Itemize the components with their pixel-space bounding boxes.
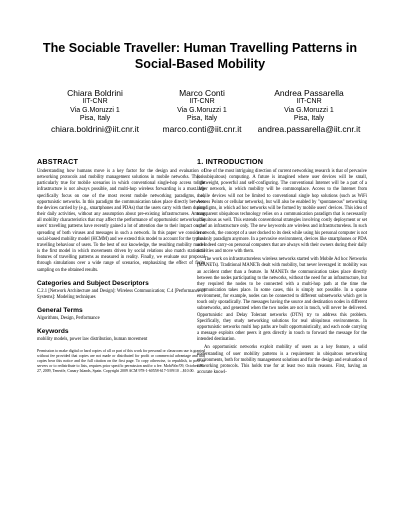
- general-terms-heading: General Terms: [37, 306, 83, 314]
- author-1: [42, 88, 148, 134]
- author-block: [42, 88, 362, 134]
- author-name: Andrea Passarella: [274, 88, 344, 98]
- general-terms-text: Algorithms, Design, Performance: [37, 315, 100, 321]
- author-affiliation: IIT-CNR: [296, 98, 322, 105]
- copyright-footnote: Permission to make digital or hard copies of all or part of this work for personal or classroom use is granted without fee provided that copies are not made or distributed for profit or commercial advantage and that copies bear this notice and the full citation on the first page. To copy otherwise, to republish, to post on servers or to redistribute to lists, requires prior specific permission and/or a fee. MobiWac'09, October 26–27, 2009, Tenerife, Canary Islands, Spain. Copyright 2009 ACM 978-1-60558-617-5/09/10 ...$10.00.: [37, 349, 205, 374]
- left-column: [37, 157, 205, 374]
- author-address: Via G.Moruzzi 1: [177, 106, 227, 114]
- intro-paragraph-2: The work on infrastructureless wireless networks started with Mobile Ad hoc Networks (MANETs). Traditional MANETs dealt with mobility, but never leveraged it: mobility was an accident rather than a feature. In MANETs the communication takes place directly between the nodes participating to the networks, without the need for an infrastructure, but they required the nodes to be connected with a multi-hop path at the time the communication takes place. In some cases, this is simply not possible. In a sparse environment, for example, nodes can be connected to different subnetworks which get in touch only sporadically. The messages having the source and destination nodes in different subnetworks, and generated when the two nodes are not in touch, will never be delivered. Opportunistic and Delay Tolerant networks (DTN) try to address this problem. Specifically, they study networking solutions for real ubiquitous environments. In opportunistic networks multi hop paths are built opportunistically, and each node carrying a message exploits other peers it gets directly in touch to forward the message for the intended destination.: [197, 257, 367, 343]
- author-name: Chiara Boldrini: [67, 88, 123, 98]
- abstract-text: Understanding how humans move is a key factor for the design and evaluation of networking protocols and mobility management solutions in mobile networks. This is particularly true for mobile scenarios in which conventional single-hop access to the infrastructure is not always possible, and multi-hop wireless forwarding is a must. We specifically focus on one of the most recent mobile networking paradigms, i.e., opportunistic networks. In this paradigm the communication takes place directly between the devices carried by (e.g., smartphones and PDAs) that the users carry with them during their daily activities, without any assumption about pre-existing infrastructures. Among all mobility characteristics that may affect the performance of opportunistic networks, the users' travelling patterns have recently gained a lot of attention due to their impact on the spreading of both viruses and messages in such a network. In this paper we consider a social-based mobility model (HCMM) and we extend this model to account for the typical travelling behaviour of users. To the best of our knowledge, the resulting mobility model is the first model in which movements driven by social relations also match statistical features of travelling patterns as measured in reality. Finally, we evaluate our proposal through simulations over a wide range of scenarios, emphasizing the effect of finite sampling on the obtained results.: [37, 169, 205, 273]
- abstract-heading: ABSTRACT: [37, 157, 79, 166]
- author-affiliation: IIT-CNR: [189, 98, 215, 105]
- keywords-heading: Keywords: [37, 328, 69, 336]
- right-column: [197, 157, 367, 378]
- author-email: andrea.passarella@iit.cnr.it: [257, 123, 361, 134]
- intro-paragraph-1: One of the most intriguing direction of current networking research is that of pervasive (or ubiquitous) computing. A future is imagined where user devices will be small, lightweight, powerful and self-configuring. The conventional Internet will be a part of a larger network, in which mobility will be commonplace. Access to the Internet from mobile devices will not be limited to conventional single hop solutions (such as WiFi Access Points or cellular networks), but will also be enabled by "spontaneous" networking paradigms, in which ad hoc networks will be formed by mobile users' devices. This idea of transparent ubiquitous technology relies on a communication paradigm that is necessarily ubiquitous as well. This extends conventional strategies involving costly deployment or set up of an infrastructure only. The new keywords are wireless and infrastructureless. In such a network, the concept of a user docked to its desk while using his personal computer is not the only paradigm anymore. In a pervasive environment, devices like smartphones or PDA are indeed carry-on personal computers that are always with their owners during their daily activities and move with them.: [197, 169, 367, 255]
- keywords-text: mobility models, power law distribution, human movement: [37, 337, 148, 343]
- intro-paragraph-3: An opportunistic networks exploit mobility of users as a key feature, a solid understanding of user mobility patterns is a requirement in ubiquitous networking environments, both for mobility management solutions and for the design and evaluation of networking protocols. This holds true for at least two main reasons. First, having an accurate knowl-: [197, 345, 367, 375]
- author-address: Via G.Moruzzi 1: [284, 106, 334, 114]
- author-name: Marco Conti: [179, 88, 225, 98]
- paper-title: [0, 40, 400, 72]
- title-line-2: Social-Based Mobility: [134, 57, 266, 71]
- author-email: chiara.boldrini@iit.cnr.it: [51, 123, 139, 134]
- introduction-heading: 1. INTRODUCTION: [197, 157, 264, 166]
- author-address: Via G.Moruzzi 1: [70, 106, 120, 114]
- author-3: [256, 88, 362, 134]
- categories-heading: Categories and Subject Descriptors: [37, 279, 149, 287]
- categories-text: C.2.1 [Network Architecture and Design]: Wireless Communication; C.4 [Performance of Systems]: Modeling techniques: [37, 288, 205, 300]
- author-city: Pisa, Italy: [293, 115, 325, 123]
- author-2: [149, 88, 255, 134]
- author-city: Pisa, Italy: [186, 115, 218, 123]
- title-line-1: The Sociable Traveller: Human Travelling Patterns in: [42, 41, 358, 55]
- author-email: marco.conti@iit.cnr.it: [162, 123, 242, 134]
- author-city: Pisa, Italy: [79, 115, 111, 123]
- author-affiliation: IIT-CNR: [82, 98, 108, 105]
